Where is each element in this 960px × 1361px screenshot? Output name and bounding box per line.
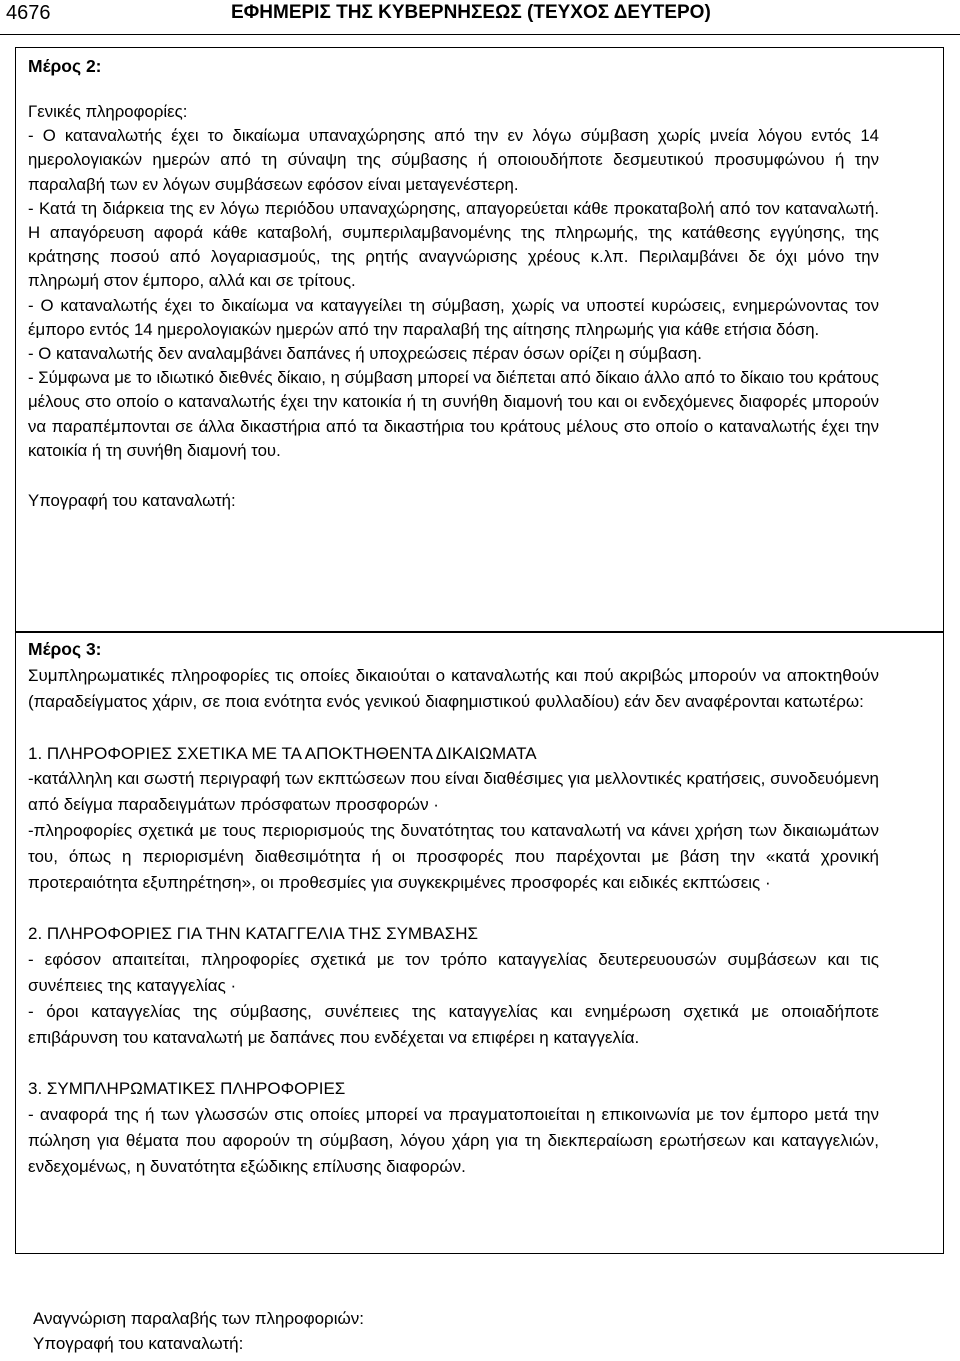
general-info-heading: Γενικές πληροφορίες: [28,102,188,121]
section-item: - εφόσον απαιτείται, πληροφορίες σχετικά με τον τρόπο καταγγελίας δευτερευουσών συμβάσεων και τις συνέπειες της καταγγελίας · [28,950,879,995]
section-heading: 3. ΣΥΜΠΛΗΡΩΜΑΤΙΚΕΣ ΠΛΗΡΟΦΟΡΙΕΣ [28,1079,346,1099]
paragraph: - Ο καταναλωτής δεν αναλαμβάνει δαπάνες ή υποχρεώσεις πέραν όσων ορίζει η σύμβαση. [28,344,702,364]
part2-box [15,47,944,632]
acknowledgement-label: Αναγνώριση παραλαβής των πληροφοριών: [33,1309,364,1328]
gazette-title: ΕΦΗΜΕΡΙΣ ΤΗΣ ΚΥΒΕΡΝΗΣΕΩΣ (ΤΕΥΧΟΣ ΔΕΥΤΕΡΟ) [231,2,711,23]
paragraph: - Κατά τη διάρκεια της εν λόγω περιόδου υπαναχώρησης, απαγορεύεται κάθε προκαταβολή από τον καταναλωτή. Η απαγόρευση αφορά κάθε καταβολή, συμπεριλαμβανομένης της πληρωμής, της κατάθεσης εγγύησης, της κράτησης ποσού από λογαριασμούς, της ρητής αναγνώρισης χρέους κ.λπ. Περιλαμβάνει δε όχι μόνο την πληρωμή στον έμπορο, αλλά και σε τρίτους. [28,198,879,291]
part2-title: Μέρος 2: [28,56,102,76]
paragraph: - Ο καταναλωτής έχει το δικαίωμα να καταγγείλει τη σύμβαση, χωρίς να υποστεί κυρώσεις, ενημερώνοντας τον έμπορο εντός 14 ημερολογιακών ημερών από την παραλαβή της αίτησης πληρωμής για κάθε ετήσια δόση. [28,295,879,339]
consumer-signature-label: Υπογραφή του καταναλωτή: [28,491,236,511]
page-header [0,0,960,30]
paragraph: - Ο καταναλωτής έχει το δικαίωμα υπαναχώρησης από την εν λόγω σύμβαση χωρίς μνεία λόγου εντός 14 ημερολογιακών ημερών από τη σύναψη της σύμβασης ή οποιουδήποτε δεσμευτικού προσυμφώνου ή την παραλαβή των εν λόγων συμβάσεων εφόσον είναι μεταγενέστερη. [28,126,879,194]
part3-intro: Συμπληρωματικές πληροφορίες τις οποίες δικαιούται ο καταναλωτής και πού ακριβώς μπορούν να αποκτηθούν (παραδείγματος χάριν, σε ποια ενότητα ενός γενικού διαφημιστικού φυλλαδίου) εάν δεν αναφέρονται κατωτέρω: [28,666,879,711]
footer-signature-label: Υπογραφή του καταναλωτή: [33,1334,244,1353]
part3-box [15,632,944,1254]
section-item: -πληροφορίες σχετικά με τους περιορισμούς της δυνατότητας του καταναλωτή να κάνει χρήση των δικαιωμάτων του, όπως η περιορισμένη διαθεσιμότητα ή οι προσφορές που παρέχονται με βάση την «κατά χρονική προτεραιότητα εξυπηρέτηση», οι προθεσμίες για συγκεκριμένες προσφορές και ειδικές εκπτώσεις · [28,820,879,892]
section-item: - αναφορά της ή των γλωσσών στις οποίες μπορεί να πραγματοποιείται η επικοινωνία με τον έμπορο μετά την πώληση για θέματα που αφορούν τη σύμβαση, λόγου χάρη για τη διεκπεραίωση ερωτήσεων και καταγγελιών, ενδεχομένως, η δυνατότητα εξώδικης επίλυσης διαφορών. [28,1105,879,1176]
footer [33,1306,364,1356]
part2-content [28,100,879,513]
section-heading: 1. ΠΛΗΡΟΦΟΡΙΕΣ ΣΧΕΤΙΚΑ ΜΕ ΤΑ ΑΠΟΚΤΗΘΕΝΤΑ ΔΙΚΑΙΩΜΑΤΑ [28,743,537,763]
section-item: - όροι καταγγελίας της σύμβασης, συνέπειες της καταγγελίας και ενημέρωση σχετικά με οποιαδήποτε επιβάρυνση του καταναλωτή με δαπάνες που ενδέχεται να επιφέρει η καταγγελία. [28,1001,879,1047]
section-item: -κατάλληλη και σωστή περιγραφή των εκπτώσεων που είναι διαθέσιμες για μελλοντικές κρατήσεις, συνοδευόμενη από δείγμα παραδειγμάτων πρόσφατων προσφορών · [28,769,879,815]
header-rule [0,34,960,35]
page-number: 4676 [6,2,51,24]
part3-content [28,663,879,1180]
paragraph: - Σύμφωνα με το ιδιωτικό διεθνές δίκαιο, η σύμβαση μπορεί να διέπεται από δίκαιο άλλο από το δίκαιο του κράτους μέλους στο οποίο ο καταναλωτής έχει την κατοικία ή τη συνήθη διαμονή του και οι ενδεχόμενες διαφορές μπορούν να παραπέμπονται σε άλλα δικαστήρια από τα δικαστήρια του κράτους μέλους στο οποίο ο καταναλωτής έχει την κατοικία ή τη συνήθη διαμονή του. [28,368,879,460]
section-heading: 2. ΠΛΗΡΟΦΟΡΙΕΣ ΓΙΑ ΤΗΝ ΚΑΤΑΓΓΕΛΙΑ ΤΗΣ ΣΥΜΒΑΣΗΣ [28,924,479,944]
part3-title: Μέρος 3: [28,639,102,659]
